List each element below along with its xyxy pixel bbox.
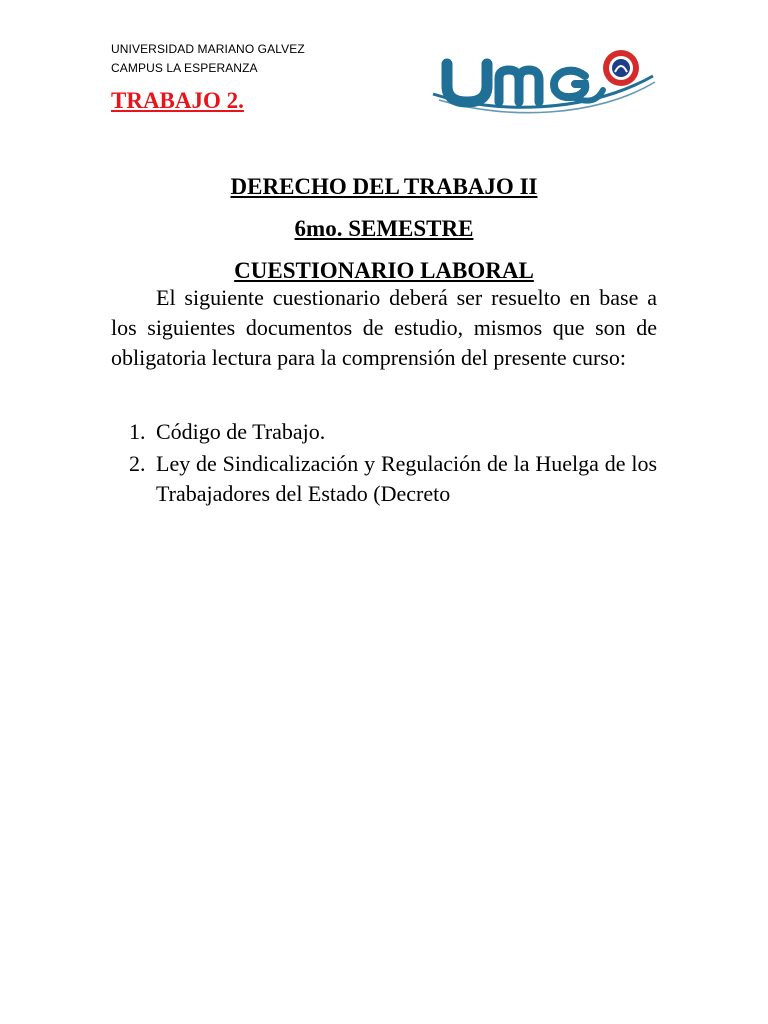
list-item-number: 2. [129, 451, 146, 476]
university-name: UNIVERSIDAD MARIANO GALVEZ [111, 42, 305, 56]
document-header [111, 40, 305, 78]
umg-logo-icon [425, 36, 660, 122]
semester-title: 6mo. SEMESTRE [294, 216, 474, 241]
list-item-text: Ley de Sindicalización y Regulación de la Huelga de los Trabajadores del Estado (Decreto [156, 451, 657, 506]
list-item-text: Código de Trabajo. [156, 419, 326, 444]
document-list [111, 417, 657, 511]
intro-paragraph: El siguiente cuestionario deberá ser resuelto en base a los siguientes documentos de estudio, mismos que son de obligatoria lectura para la comprensión del presente curso: [111, 285, 657, 370]
course-title: DERECHO DEL TRABAJO II [230, 174, 538, 199]
campus-name: CAMPUS LA ESPERANZA [111, 61, 258, 75]
assignment-title: TRABAJO 2. [111, 88, 244, 113]
list-item-number: 1. [129, 419, 146, 444]
document-titles [111, 166, 657, 292]
subject-title: CUESTIONARIO LABORAL [234, 258, 534, 283]
list-item [111, 417, 657, 447]
list-item [111, 449, 657, 509]
